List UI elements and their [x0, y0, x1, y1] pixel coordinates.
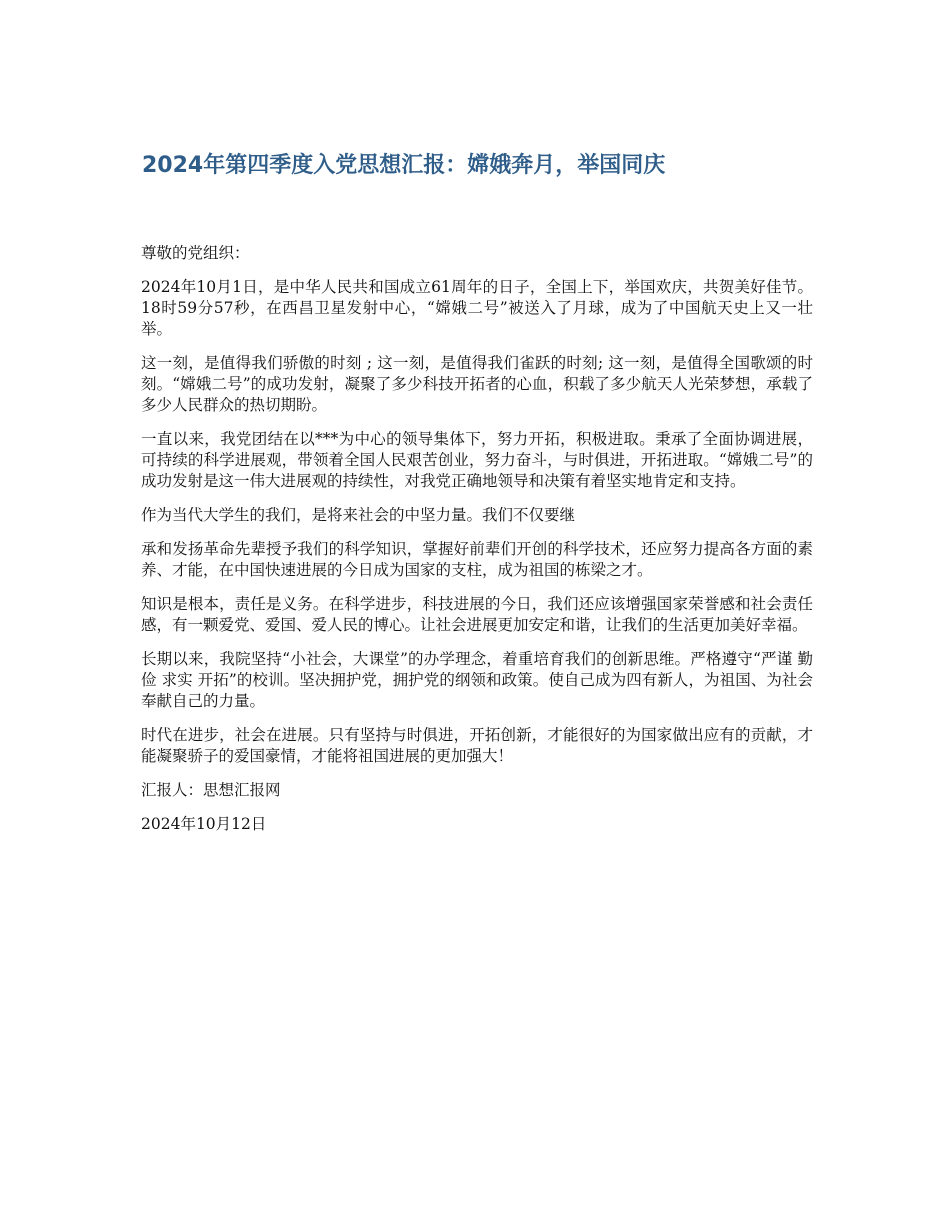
body-paragraph: 长期以来，我院坚持“小社会，大课堂”的办学理念，着重培育我们的创新思维。严格遵守“严谨 勤俭 求实 开拓”的校训。坚决拥护党，拥护党的纲领和政策。使自己成为四有新人，为祖国、为社会奉献自己的力量。 [141, 650, 814, 710]
reporter-signature: 汇报人：思想汇报网 [141, 781, 281, 799]
body-paragraph: 作为当代大学生的我们，是将来社会的中坚力量。我们不仅要继 [141, 506, 576, 524]
document-title: 2024年第四季度入党思想汇报：嫦娥奔月，举国同庆 [142, 153, 666, 178]
body-paragraph: 2024年10月1日，是中华人民共和国成立61周年的日子，全国上下，举国欢庆，共贺美好佳节。18时59分57秒，在西昌卫星发射中心，“嫦娥二号”被送入了月球，成为了中国航天史上又一壮举。 [141, 278, 813, 338]
salutation: 尊敬的党组织： [141, 244, 250, 262]
document-body [141, 243, 813, 848]
body-paragraph: 承和发扬革命先辈授予我们的科学知识，掌握好前辈们开创的科学技术，还应努力提高各方面的素养、才能，在中国快速进展的今日成为国家的支柱，成为祖国的栋梁之才。 [141, 540, 813, 579]
body-paragraph: 时代在进步，社会在进展。只有坚持与时俱进，开拓创新，才能很好的为国家做出应有的贡献，才能凝聚骄子的爱国豪情，才能将祖国进展的更加强大！ [141, 726, 813, 765]
report-date: 2024年10月12日 [141, 815, 267, 833]
body-paragraph: 一直以来，我党团结在以***为中心的领导集体下，努力开拓，积极进取。秉承了全面协调进展，可持续的科学进展观，带领着全国人民艰苦创业，努力奋斗，与时俱进，开拓进取。“嫦娥二号”的成功发射是这一伟大进展观的持续性，对我党正确地领导和决策有着坚实地肯定和支持。 [141, 430, 813, 490]
body-paragraph: 知识是根本，责任是义务。在科学进步，科技进展的今日，我们还应该增强国家荣誉感和社会责任感，有一颗爱党、爱国、爱人民的博心。让社会进展更加安定和谐，让我们的生活更加美好幸福。 [141, 595, 813, 634]
body-paragraph: 这一刻，是值得我们骄傲的时刻 ; 这一刻，是值得我们雀跃的时刻; 这一刻，是值得全国歌颂的时刻。“嫦娥二号”的成功发射，凝聚了多少科技开拓者的心血，积载了多少航天人光荣梦想，承载了多少人民群众的热切期盼。 [141, 354, 813, 414]
